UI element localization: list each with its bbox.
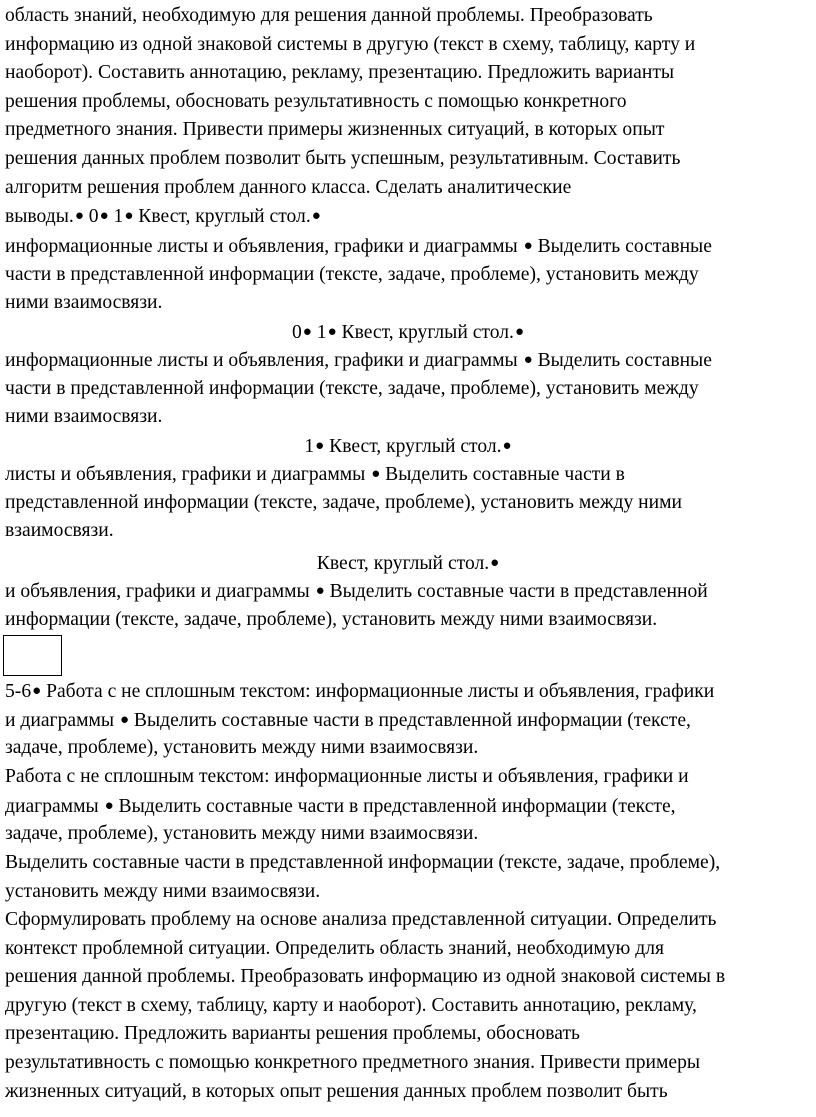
text-line: установить между ними взаимосвязи. <box>5 880 321 902</box>
text-segment: Выделить составные части в представленной информации (тексте, <box>113 795 676 817</box>
bullet-icon: ● <box>119 711 129 728</box>
paragraph-3 <box>5 346 712 432</box>
text-segment: Выделить составные части в <box>380 464 625 485</box>
text-line <box>5 792 689 821</box>
text-line <box>5 460 682 489</box>
paragraph-5 <box>5 577 708 634</box>
text-line: информации (тексте, задаче, проблеме), установить между ними взаимосвязи. <box>5 608 658 630</box>
quest-text: Квест, круглый стол. <box>316 553 490 574</box>
quest-text: Квест, круглый стол. <box>324 436 502 457</box>
empty-checkbox[interactable] <box>3 635 62 676</box>
bullet-icon: ● <box>315 583 325 599</box>
text-line: информацию из одной знаковой системы в другую (текст в схему, таблицу, карту и <box>5 33 696 55</box>
text-line: жизненных ситуаций, в которых опыт решения данных проблем позволит быть <box>5 1080 668 1102</box>
bullet-icon: ● <box>302 324 312 340</box>
paragraph-6 <box>5 677 714 763</box>
centered-heading-4 <box>0 549 816 579</box>
text-line: наоборот). Составить аннотацию, рекламу, презентацию. Предложить варианты <box>5 62 675 84</box>
text-line: решения данной проблемы. Преобразовать информацию из одной знаковой системы в <box>5 966 726 988</box>
paragraph-4 <box>5 460 682 546</box>
text-segment: Выделить составные <box>532 350 712 371</box>
text-segment: и объявления, графики и диаграммы <box>5 581 310 602</box>
text-line: Сформулировать проблему на основе анализа представленной ситуации. Определить <box>5 909 717 930</box>
grade-number: 0 <box>292 322 302 343</box>
quest-text: Квест, круглый стол. <box>336 322 514 343</box>
grade-number: 1 <box>304 436 315 457</box>
text-line: части в представленной информации (тексте, задаче, проблеме), установить между <box>5 377 699 399</box>
bullet-icon: ● <box>32 683 42 699</box>
text-line: презентацию. Предложить варианты решения проблемы, обосновать <box>5 1023 580 1045</box>
bullet-icon: ● <box>502 438 512 454</box>
text-segment: и диаграммы <box>5 709 115 731</box>
text-segment: информационные листы и объявления, графики и диаграммы <box>5 236 518 257</box>
bullet-icon: ● <box>371 466 381 482</box>
text-line: ними взаимосвязи. <box>5 406 163 428</box>
text-line: части в представленной информации (тексте, задаче, проблеме), установить между <box>5 263 699 285</box>
grade-number: 0 <box>83 206 99 228</box>
conclusion-text: выводы. <box>5 206 74 228</box>
text-line: Работа с не сплошным текстом: информационные листы и объявления, графики и <box>5 766 689 787</box>
text-line: решения данных проблем позволит быть успешным, результативным. Составить <box>5 147 681 169</box>
paragraph-7 <box>5 763 689 849</box>
bullet-icon: ● <box>99 208 109 225</box>
paragraph-8 <box>5 849 720 906</box>
text-segment: Работа с не сплошным текстом: информационные листы и объявления, графики <box>41 681 715 702</box>
text-line: задаче, проблеме), установить между ними взаимосвязи. <box>5 737 479 759</box>
text-line: другую (текст в схему, таблицу, карту и наоборот). Составить аннотацию, рекламу, <box>5 994 697 1016</box>
text-segment: Выделить составные части в представленной <box>324 581 708 602</box>
text-line <box>5 706 714 735</box>
text-segment: диаграммы <box>5 795 99 817</box>
text-line: представленной информации (тексте, задаче, проблеме), установить между ними <box>5 491 683 513</box>
bullet-icon: ● <box>514 324 524 340</box>
text-line: контекст проблемной ситуации. Определить область знаний, необходимую для <box>5 937 664 959</box>
bullet-icon: ● <box>74 208 84 225</box>
text-line: задаче, проблеме), установить между ними взаимосвязи. <box>5 823 479 845</box>
bullet-icon: ● <box>311 208 321 225</box>
paragraph-2 <box>5 232 712 318</box>
text-line: ними взаимосвязи. <box>5 292 163 314</box>
quest-text: Квест, круглый стол. <box>133 206 311 228</box>
text-line: область знаний, необходимую для решения данной проблемы. Преобразовать <box>5 5 653 26</box>
paragraph-9 <box>5 906 725 1106</box>
bullet-icon: ● <box>124 208 134 225</box>
text-line <box>5 677 714 706</box>
text-line: предметного знания. Привести примеры жизненных ситуаций, в которых опыт <box>5 119 665 141</box>
bullet-icon: ● <box>327 324 337 340</box>
text-line: алгоритм решения проблем данного класса. Сделать аналитические <box>5 176 572 198</box>
text-line <box>5 232 712 261</box>
centered-heading-3 <box>0 432 816 462</box>
grade-number: 1 <box>311 322 327 343</box>
bullet-icon: ● <box>315 438 325 454</box>
text-segment: Выделить составные части в представленной информации (тексте, <box>129 709 691 731</box>
paragraph-1 <box>5 2 695 231</box>
centered-heading-2 <box>0 318 816 348</box>
text-line <box>5 577 708 606</box>
text-line: взаимосвязи. <box>5 520 114 542</box>
text-line <box>5 346 712 375</box>
text-segment: Выделить составные <box>532 236 712 257</box>
text-line <box>5 202 695 231</box>
bullet-icon: ● <box>490 555 500 571</box>
grade-number: 1 <box>108 206 124 228</box>
text-line: Выделить составные части в представленной информации (тексте, задаче, проблеме), <box>5 852 721 873</box>
text-segment: информационные листы и объявления, графики и диаграммы <box>5 350 518 371</box>
text-line: решения проблемы, обосновать результативность с помощью конкретного <box>5 90 627 112</box>
bullet-icon: ● <box>104 797 114 814</box>
text-line: результативность с помощью конкретного предметного знания. Привести примеры <box>5 1051 701 1073</box>
bullet-icon: ● <box>523 352 533 368</box>
bullet-icon: ● <box>523 238 533 254</box>
text-segment: листы и объявления, графики и диаграммы <box>5 464 366 485</box>
grade-number: 5-6 <box>5 681 32 702</box>
